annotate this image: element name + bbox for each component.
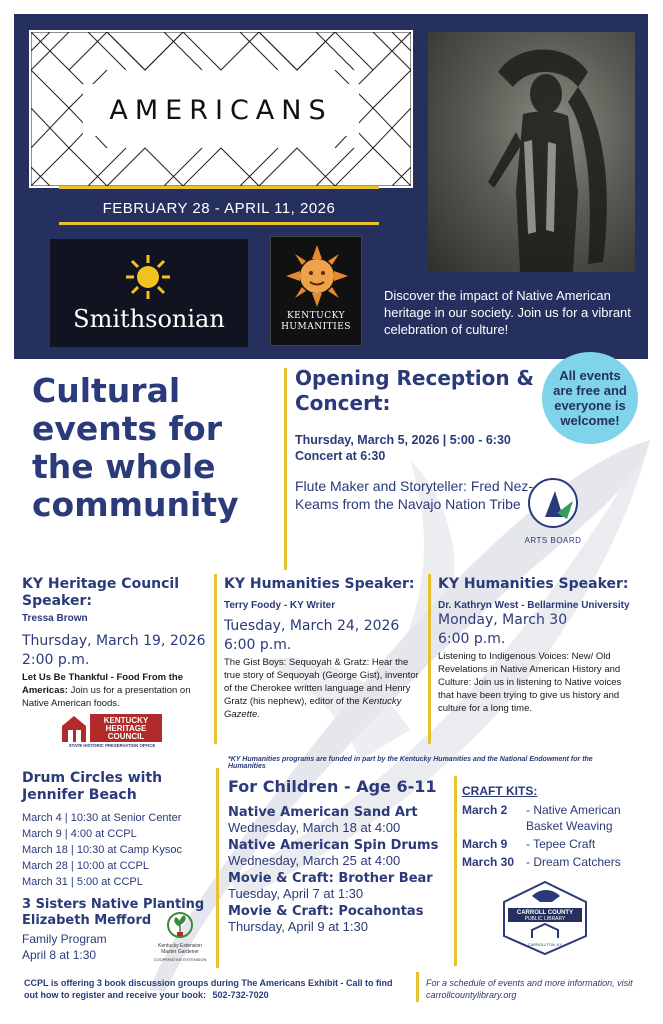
khc-logo-line3: COUNCIL: [107, 732, 145, 741]
khc-logo-line2: HERITAGE: [105, 724, 147, 733]
library-line2: PUBLIC LIBRARY: [524, 916, 566, 922]
craft-title: CRAFT KITS:: [462, 784, 538, 798]
craft-date: March 30: [462, 855, 515, 869]
speaker-2-heading: KY Humanities Speaker:: [224, 576, 415, 592]
footer-phone: 502-732-7020: [212, 990, 269, 1000]
opening-date-line: Thursday, March 5, 2026 | 5:00 - 6:30: [295, 433, 511, 447]
craft-row: [462, 836, 642, 852]
drum-heading: Drum Circles with Jennifer Beach: [22, 770, 163, 803]
speaker-2-desc: [224, 656, 420, 721]
craft-kits: [462, 784, 642, 870]
exhibit-header: [14, 14, 648, 359]
speaker-2-date: Tuesday, March 24, 2026: [224, 618, 400, 634]
child-event-title: Native American Spin Drums: [228, 838, 439, 853]
speaker-2-desc-title: The Gist Boys: Sequoyah & Gratz:: [224, 657, 370, 668]
kentucky-humanities-logo: [270, 236, 362, 346]
speaker-column-3: [438, 576, 638, 715]
khc-logo-line4: STATE HISTORIC PRESERVATION OFFICE: [68, 743, 156, 748]
speaker-3-desc-body: Join us in listening to Native voices that have been trying to give us history and culture for a long time.: [438, 677, 622, 714]
drum-row: March 18 | 10:30 at Camp Kysoc: [22, 844, 182, 856]
opening-concert-line: Concert at 6:30: [295, 449, 386, 463]
divider-children-left: [216, 768, 219, 968]
child-event-when: Wednesday, March 25 at 4:00: [228, 853, 401, 868]
footer-left-text: CCPL is offering 3 book discussion groups during The Americans Exhibit - Call to find out how to register and receive your book:: [24, 978, 393, 1000]
planting-program: Family Program: [22, 932, 107, 946]
divider-speakers-1: [214, 574, 217, 744]
speaker-3-name: Dr. Kathryn West - Bellarmine University: [438, 600, 630, 611]
speaker-1-desc: [22, 671, 212, 710]
kentucky-heritage-council-logo: [60, 712, 164, 748]
gold-rule-bottom: [59, 222, 379, 225]
smithsonian-logo: [50, 239, 248, 347]
planting-date: April 8 at 1:30: [22, 948, 97, 962]
sun-face-icon: [286, 245, 348, 307]
divider-footer: [416, 972, 419, 1002]
opening-performer: Flute Maker and Storyteller: Fred Nez-Keams from the Navajo Nation Tribe: [295, 478, 534, 512]
speaker-3-date: Monday, March 30: [438, 612, 568, 628]
child-event-when: Thursday, April 9 at 1:30: [228, 919, 368, 934]
speaker-2-time: 6:00 p.m.: [224, 637, 292, 653]
funding-note: *KY Humanities programs are funded in part by the Kentucky Humanities and the National Endowment for the Humanities: [228, 756, 593, 770]
speaker-1-name: Tressa Brown: [22, 613, 88, 624]
sun-icon: [124, 253, 172, 301]
arts-board-logo: [523, 477, 583, 529]
exhibit-dates: FEBRUARY 28 - APRIL 11, 2026: [102, 200, 336, 217]
divider-children-right: [454, 776, 457, 966]
library-line1: CARROLL COUNTY: [516, 910, 574, 916]
footer-book-discussion: [24, 977, 406, 1001]
drum-circles: [22, 770, 222, 890]
opening-title: Opening Reception & Concert:: [295, 366, 534, 415]
craft-row: [462, 802, 642, 834]
native-american-photo: [428, 32, 635, 272]
master-gardener-logo: [150, 912, 210, 972]
drum-row: March 9 | 4:00 at CCPL: [22, 828, 137, 840]
speaker-column-1: [22, 576, 212, 710]
child-event-title: Native American Sand Art: [228, 805, 418, 820]
drum-row: March 4 | 10:30 at Senior Center: [22, 812, 182, 824]
free-events-badge: [542, 352, 638, 444]
exhibit-title: AMERICANS: [109, 94, 333, 126]
planting-heading: 3 Sisters Native Planting Elizabeth Mefford: [22, 897, 205, 928]
craft-date: March 2: [462, 803, 508, 817]
craft-date: March 9: [462, 837, 508, 851]
speaker-2-desc-body: Hear the true story of Sequoyah (George Gist), inventor of the Cherokee written language and Henry Gratz (his nephew), editor of the: [224, 657, 419, 707]
speaker-3-time: 6:00 p.m.: [438, 631, 506, 647]
master-gardener-text: Kentucky Extension Master Gardener: [158, 943, 202, 955]
child-event-title: Movie & Craft: Brother Bear: [228, 871, 433, 886]
kentucky-humanities-text: [271, 311, 361, 333]
speaker-3-desc: [438, 650, 638, 715]
child-event-when: Wednesday, March 18 at 4:00: [228, 820, 401, 835]
divider-speakers-2: [428, 574, 431, 744]
craft-item: - Native American Basket Weaving: [526, 803, 621, 833]
arts-board-label: ARTS BOARD: [524, 536, 582, 545]
title-box: [29, 30, 413, 188]
craft-item: - Tepee Craft: [526, 837, 596, 851]
headline: Cultural events for the whole community: [32, 371, 239, 524]
speaker-2-name: Terry Foody - KY Writer: [224, 600, 336, 611]
title-band: [83, 84, 359, 136]
children-heading: For Children - Age 6-11: [228, 777, 437, 796]
drum-row: March 28 | 10:00 at CCPL: [22, 860, 149, 872]
kyhum-line-2: HUMANITIES: [281, 322, 351, 332]
drum-row: March 31 | 5:00 at CCPL: [22, 876, 143, 888]
speaker-3-heading: KY Humanities Speaker:: [438, 576, 629, 592]
free-events-text: All events are free and everyone is welcome!: [553, 368, 627, 428]
craft-list: [462, 802, 642, 870]
speaker-1-heading: KY Heritage Council Speaker:: [22, 576, 180, 609]
gold-rule-top: [59, 186, 379, 189]
craft-item: - Dream Catchers: [526, 855, 621, 869]
footer-more-info: For a schedule of events and more information, visit carrollcountylibrary.org: [426, 978, 633, 1000]
speaker-column-2: [224, 576, 420, 721]
child-event-when: Tuesday, April 7 at 1:30: [228, 886, 364, 901]
child-event-title: Movie & Craft: Pocahontas: [228, 904, 424, 919]
speaker-1-date: Thursday, March 19, 2026: [22, 633, 206, 649]
header-blurb: Discover the impact of Native American heritage in our society. Join us for a vibrant celebration of culture!: [384, 288, 631, 337]
speaker-1-time: 2:00 p.m.: [22, 652, 90, 668]
kyhum-line-1: KENTUCKY: [286, 311, 346, 321]
children-events: [228, 777, 458, 937]
plant-icon: [167, 912, 193, 938]
divider-opening: [284, 368, 287, 570]
speaker-1-desc-body: Join us for a presentation on Native American foods.: [22, 685, 191, 709]
master-gardener-sub: COOPERATIVE EXTENSION: [153, 957, 207, 962]
craft-row: [462, 854, 642, 870]
speaker-2-desc-italic: Kentucky Gazette.: [224, 696, 402, 720]
opening-date: [295, 432, 565, 464]
speaker-3-desc-title: Listening to Indigenous Voices: New/ Old Revelations in Native American History and Culture:: [438, 651, 621, 688]
chief-silhouette: [428, 32, 635, 272]
khc-logo-line1: KENTUCKY: [103, 716, 149, 725]
library-logo: [500, 880, 590, 956]
smithsonian-wordmark: Smithsonian: [73, 305, 225, 333]
library-line3: CARROLLTON, KY: [527, 942, 563, 947]
speaker-1-desc-title: Let Us Be Thankful - Food From the Americas:: [22, 672, 183, 696]
drum-schedule: [22, 810, 222, 890]
